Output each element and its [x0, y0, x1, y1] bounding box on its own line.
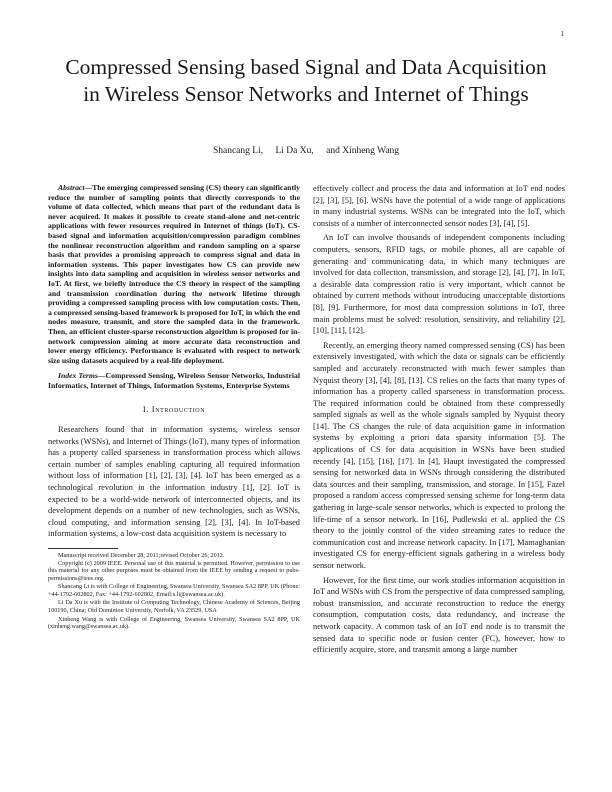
footnote: Copyright (c) 2009 IEEE. Personal use of this material is permitted. However, permission to use this material for any other purposes must be obtained from the IEEE by sending a request to pubs-permissions@ieee.org. [48, 559, 300, 583]
index-terms [48, 371, 300, 390]
footnote: Shancang Li is with College of Engineering, Swansea University, Swansea SA2 8PP, UK (Phone: +44-1792-602802, Fax: +44-1792-602802, Email:s.li@swansea.ac.uk). [48, 582, 300, 598]
footnote: Manuscript received December 28, 2011;revised October 26, 2012. [58, 552, 225, 559]
left-column [48, 183, 300, 631]
body-paragraph: However, for the first time, our work studies information acquisition in IoT and WSNs with CS from the perspective of data compressed sampling, robust transmission, and accurate reconstruction to reduce the energy consumption, computation costs, data redundancy, and increase the network capacity. A common task of an IoT end node is to transmit the sensed data to specific node or fusion center (FC), however, how to efficiently acquire, store, and transmit among a large number [313, 575, 565, 655]
footnote-divider [48, 548, 118, 549]
author-list [60, 146, 552, 156]
page-number: 1 [560, 30, 564, 38]
body-paragraph: An IoT can involve thousands of independent components including computers, sensors, RFID tags, or mobile phones, all are capable of generating and communicating data, in which many techniques are involved for data collection, transmission, and storage [2], [4], [7]. In IoT, a desirable data compression ratio is very important, which cannot be obtained by current methods without introducing unacceptable distortions [8], [9]. Furthermore, for most data compression solutions in IoT, three main problems must be solved: resolution, sensitivity, and reliability [2], [10], [11], [12]. [313, 233, 565, 336]
body-paragraph: effectively collect and process the data and information at IoT end nodes [2], [3], [5], [6]. WSNs have the potential of a wide range of applications in many industrial systems. WSNs can be integrated into the IoT, which consists of a number of interconnected sensor nodes [3], [4], [5]. [313, 184, 565, 228]
abstract [48, 183, 300, 365]
body-paragraph: Researchers found that in information systems, wireless sensor networks (WSNs), and Internet of Things (IoT), many types of information has a property called sparseness in transformation process which allows certain number of samples enabling capturing all required information without loss of information [1], [2], [3], [4]. IoT has been emerged as a technological revolution in the information industry [1], [2]. IoT is expected to be a world-wide network of interconnected objects, and its development depends on a number of new technologies, such as WSNs, cloud computing, and information sensing [2], [3], [4]. In IoT-based information systems, a low-cost data acquisition system is necessary to [48, 425, 300, 539]
index-terms-lead: Index Terms [58, 371, 98, 381]
footnote: Li Da Xu is with the Institute of Computing Technology, Chinese Academy of Sciences, Beijing 100190, China; Old Dominion University, Norfolk, VA 23529, USA [48, 599, 300, 614]
author-name: and Xinheng Wang [326, 146, 400, 156]
paper-title: Compressed Sensing based Signal and Data Acquisition in Wireless Sensor Networks and Internet of Things [65, 55, 547, 106]
author-name: Shancang Li, [212, 146, 264, 156]
index-terms-text: —Compressed Sensing, Wireless Sensor Networks, Industrial Informatics, Internet of Things, Information Systems, Enterprise Systems [48, 371, 300, 390]
abstract-text: —The emerging compressed sensing (CS) theory can significantly reduce the number of sampling points that directly corresponds to the volume of data collected, which means that part of the redundant data is never acquired. It makes it possible to create stand-alone and net-centric applications with fewer resources required in Internet of things (IoT). CS-based signal and information acquisition/compression paradigm combines the nonlinear reconstruction algorithm and random sampling on a sparse basis that provides a promising approach to compress signal and data in information systems. This paper investigates how CS can provide new insights into data sampling and acquisition in wireless sensor networks and IoT. At first, we briefly introduce the CS theory in respect of the sampling and transmission coordination during the network lifetime through providing a compressed sampling process with low computation costs. Then, a compressed sensing-based framework is proposed for IoT, in which the end nodes measure, transmit, and store the sampled data in the framework. Then, an efficient cluster-sparse reconstruction algorithm is proposed for in-network compression aiming at more accurate data reconstruction and lower energy efficiency. Performance is evaluated with respect to network size using datasets acquired by a real-life deployment. [48, 183, 300, 365]
footnote: Xinheng Wang is with College of Engineering, Swansea University, Swansea SA2 8PP, UK (xinheng.wang@swansea.ac.uk). [48, 615, 300, 631]
right-column [313, 183, 565, 659]
abstract-lead: Abstract [58, 183, 85, 192]
body-paragraph: Recently, an emerging theory named compressed sensing (CS) has been extensively investigated, with which the data or signals can be efficiently sampled and accurately reconstructed with much fewer samples than Nyquist theory [3], [4], [8], [13]. CS relies on the facts that many types of information has a property called sparseness in transformation process. The required information could be obtained from these compressedly sampled signals as well as the whole signals sampled by Nyquist theory [14]. The CS changes the rule of data acquisition game in information systems by exploiting a priori data sparsity information [5]. The applications of CS for data acquisition in WSNs have been studied recently [4], [15], [16], [17]. In [4], Haupt investigated the compressed sensing for networked data in WSNs through considering the distributed data sources and their sampling, transmission, and storage. In [15], Fazel proposed a random access compressed sensing scheme for long-term data gathering in large-scale sensor networks, which is expected to prolong the life-time of a sensor network. In [16], Pudlewski et al. applied the CS theory to the jointly control of the video streaming rates to reduce the communication cost and increase network capacity. In [17], Mamaghanian investigated CS for energy-efficient signals gathering in a wireless body sensor network. [313, 340, 565, 570]
section-heading: I. Introduction [142, 404, 206, 415]
author-name: Li Da Xu, [275, 146, 314, 156]
